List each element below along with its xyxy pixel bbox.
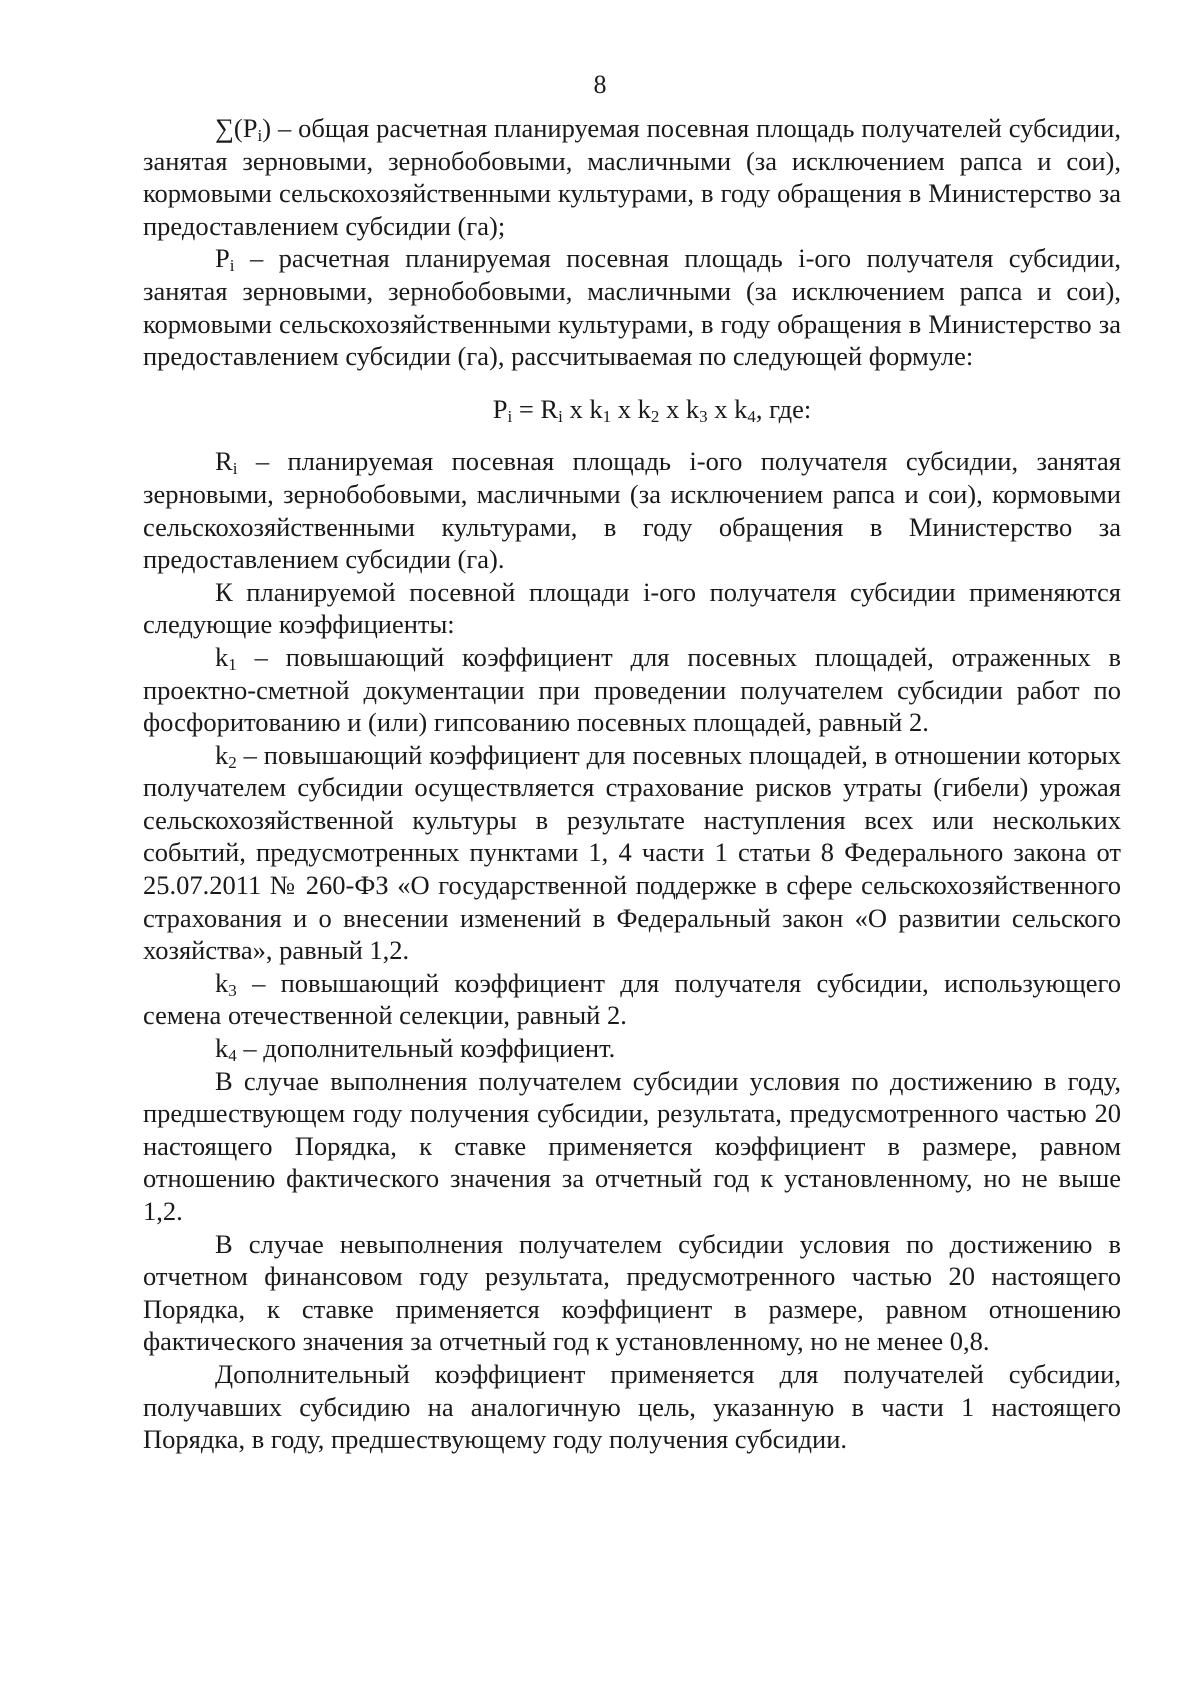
formula-x-k2: x k xyxy=(611,393,651,424)
paragraph-additional-coefficient: Дополнительный коэффициент применяется для получателей субсидии, получавших субсидию на аналогичную цель, указанную в части 1 настоящего Порядка, в году, предшествующему году получения субсидии. xyxy=(143,1358,1121,1455)
pi-symbol: P xyxy=(215,243,230,274)
document-body xyxy=(143,112,1121,1456)
page-number: 8 xyxy=(593,70,607,99)
formula-x-k4: x k xyxy=(707,393,748,424)
formula-k2-sub: 2 xyxy=(650,406,660,426)
formula-p-sub: i xyxy=(507,406,513,426)
paragraph-text: – планируемая посевная площадь i-ого получателя субсидии, занятая зерновыми, зернобобовыми, масличными (за исключением рапса и сои), кормовыми сельскохозяйственными культурами, в году обращения в Министерство за предоставлением субсидии (га). xyxy=(143,446,1121,575)
formula-tail: , где: xyxy=(755,393,812,424)
paragraph-text: – повышающий коэффициент для посевных площадей, в отношении которых получателем субсидии осуществляется страхование рисков утраты (гибели) урожая сельскохозяйственной культуры в результате наступления всех или нескольких событий, предусмотренных пунктами 1, 4 части 1 статьи 8 Федерального закона от 25.07.2011 № 260-ФЗ «О государственной поддержке в сфере сельскохозяйственного страхования и о внесении изменений в Федеральный закон «О развитии сельского хозяйства», равный 1,2. xyxy=(143,739,1121,966)
formula-p: P xyxy=(492,393,508,424)
paragraph-text: – дополнительный коэффициент. xyxy=(236,1033,616,1064)
paragraph-k4-definition xyxy=(143,1032,1121,1065)
paragraph-pi-definition xyxy=(143,242,1121,372)
k4-subscript: 4 xyxy=(228,1046,237,1066)
formula xyxy=(143,393,1121,426)
paragraph-k1-definition xyxy=(143,641,1121,739)
paragraph-coefficients-intro: К планируемой посевной площади i-ого получателя субсидии применяются следующие коэффициенты: xyxy=(143,576,1121,640)
k1-subscript: 1 xyxy=(228,654,237,674)
paragraph-text: – расчетная планируемая посевная площадь i-ого получателя субсидии, занятая зерновыми, зернобобовыми, масличными (за исключением рапса и сои), кормовыми сельскохозяйственными культурами, в году обращения в Министерство за предоставлением субсидии (га), рассчитываемая по следующей формуле: xyxy=(143,243,1121,372)
k1-symbol: k xyxy=(215,641,229,672)
ri-subscript: i xyxy=(232,459,238,479)
paragraph-k2-definition xyxy=(143,739,1121,967)
paragraph-text: – повышающий коэффициент для получателя субсидии, использующего семена отечественной селекции, равный 2. xyxy=(143,967,1121,1031)
paragraph-k3-definition xyxy=(143,967,1121,1032)
paragraph-sum-definition xyxy=(143,112,1121,242)
ri-symbol: R xyxy=(215,446,233,477)
k2-subscript: 2 xyxy=(228,752,237,772)
k3-symbol: k xyxy=(215,967,229,998)
pi-subscript: i xyxy=(229,256,235,276)
formula-k1-sub: 1 xyxy=(602,406,612,426)
formula-k3-sub: 3 xyxy=(699,406,708,426)
paragraph-ri-definition xyxy=(143,445,1121,575)
paragraph-nonfulfilment-case: В случае невыполнения получателем субсидии условия по достижению в отчетном финансовом году результата, предусмотренного частью 20 настоящего Порядка, к ставке применяется коэффициент в размере, равном отношению фактического значения за отчетный год к установленному, но не менее 0,8. xyxy=(143,1228,1121,1357)
formula-x-k1: x k xyxy=(562,393,603,424)
sum-subscript: i xyxy=(257,126,263,145)
formula-r-sub: i xyxy=(558,406,563,426)
formula-eq-r: = R xyxy=(512,393,559,424)
formula-k4-sub: 4 xyxy=(747,406,756,426)
paragraph-text: ) – общая расчетная планируемая посевная площадь получателей субсидии, занятая зерновыми, зернобобовыми, масличными (за исключением рапса и сои), кормовыми сельскохозяйственными культурами, в году обращения в Министерство за предоставлением субсидии (га); xyxy=(143,113,1121,241)
k2-symbol: k xyxy=(215,739,229,770)
sum-symbol: ∑(P xyxy=(215,113,258,143)
formula-x-k3: x k xyxy=(659,393,700,424)
k4-symbol: k xyxy=(215,1033,229,1064)
k3-subscript: 3 xyxy=(228,980,237,1000)
paragraph-text: – повышающий коэффициент для посевных площадей, отраженных в проектно-сметной документации при проведении получателем субсидии работ по фосфоритованию и (или) гипсованию посевных площадей, равный 2. xyxy=(143,641,1121,738)
paragraph-fulfilment-case: В случае выполнения получателем субсидии условия по достижению в году, предшествующем году получения субсидии, результата, предусмотренного частью 20 настоящего Порядка, к ставке применяется коэффициент в размере, равном отношению фактического значения за отчетный год к установленному, но не выше 1,2. xyxy=(143,1065,1121,1226)
